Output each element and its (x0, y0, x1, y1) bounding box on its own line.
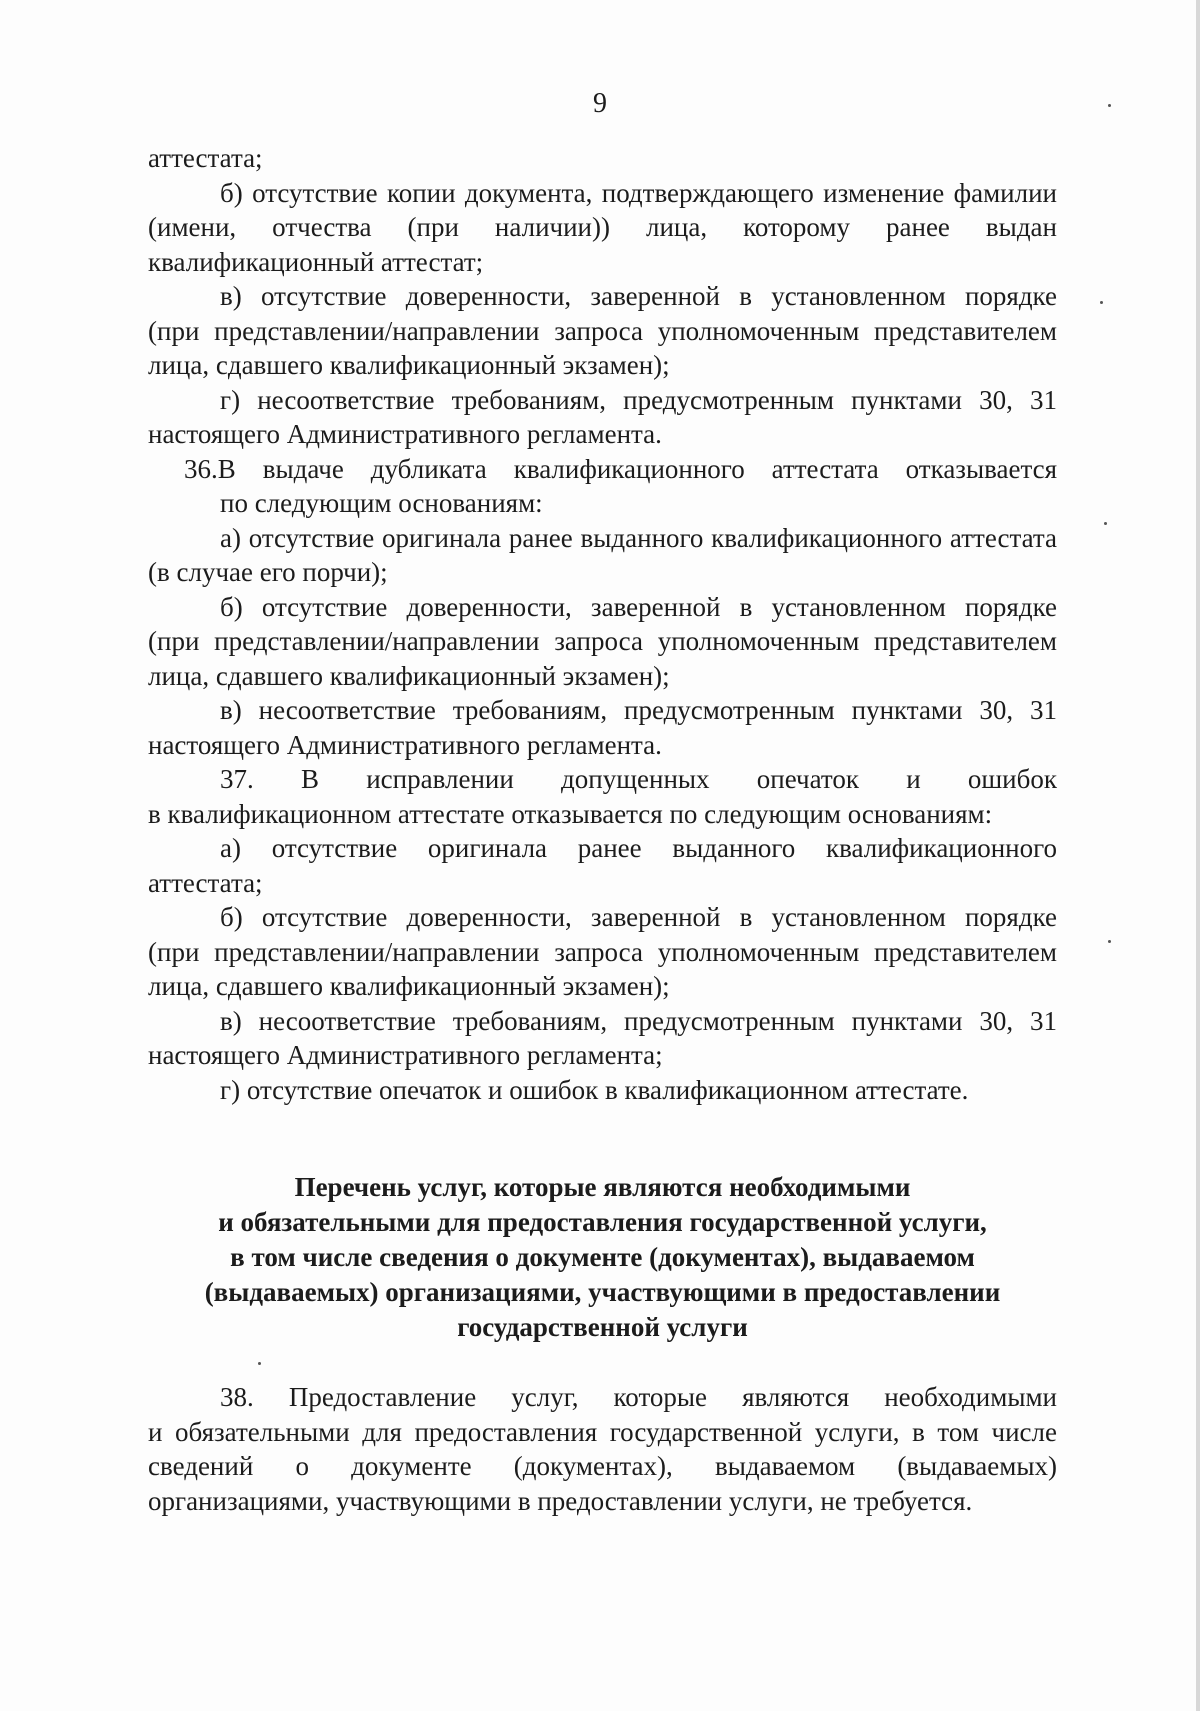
text-line: настоящего Административного регламента. (148, 729, 662, 760)
text-line: 38. Предоставление услуг, которые являются необходимыми (220, 1382, 1057, 1412)
text-line: б) отсутствие доверенности, заверенной в установленном порядке (220, 591, 1057, 622)
text-line: настоящего Административного регламента. (148, 419, 662, 449)
heading-line: Перечень услуг, которые являются необходимыми (294, 1172, 911, 1202)
text-line: по следующим основаниям: (220, 488, 543, 518)
text-line: организациями, участвующими в предоставлении услуги, не требуется. (148, 1485, 973, 1516)
heading-line: в том числе сведения о документе (документах), выдаваемом (230, 1242, 975, 1272)
text-line: в) несоответствие требованиям, предусмотренным пунктами 30, 31 (220, 1005, 1057, 1036)
text-line: в) несоответствие требованиям, предусмотренным пунктами 30, 31 (220, 695, 1057, 725)
text-line: (в случае его порчи); (148, 557, 388, 587)
text-line: (при представлении/направлении запроса уполномоченным представителем (148, 626, 1057, 656)
page-number: 9 (593, 88, 607, 119)
text-line: а) отсутствие оригинала ранее выданного квалификационного аттестата (220, 522, 1057, 553)
heading-line: государственной услуги (457, 1312, 748, 1342)
text-line: г) несоответствие требованиям, предусмотренным пунктами 30, 31 (220, 384, 1057, 415)
text-line: в квалификационном аттестате отказывается по следующим основаниям: (148, 798, 993, 829)
text-line: в) отсутствие доверенности, заверенной в установленном порядке (220, 281, 1057, 311)
text-line: 36.В выдаче дубликата квалификационного аттестата отказывается (184, 453, 1057, 484)
document-body (148, 141, 1057, 1107)
text-line: и обязательными для предоставления государственной услуги, в том числе (148, 1416, 1057, 1447)
text-line: лица, сдавшего квалификационный экзамен); (148, 350, 670, 380)
scan-speck (258, 1362, 261, 1365)
text-line: настоящего Административного регламента; (148, 1040, 663, 1070)
text-line: г) отсутствие опечаток и ошибок в квалификационном аттестате. (220, 1074, 969, 1105)
final-paragraph (148, 1380, 1057, 1518)
section-heading (148, 1170, 1057, 1345)
text-line: квалификационный аттестат; (148, 246, 484, 277)
scan-speck (1108, 940, 1111, 943)
heading-line: и обязательными для предоставления государственной услуги, (218, 1207, 987, 1237)
text-line: а) отсутствие оригинала ранее выданного квалификационного (220, 833, 1057, 863)
text-line: лица, сдавшего квалификационный экзамен); (148, 971, 670, 1001)
text-line: (при представлении/направлении запроса уполномоченным представителем (148, 936, 1057, 967)
text-line: 37. В исправлении допущенных опечаток и ошибок (220, 764, 1057, 794)
text-line: сведений о документе (документах), выдаваемом (выдаваемых) (148, 1451, 1057, 1481)
scan-speck (1100, 301, 1103, 304)
text-line: (имени, отчества (при наличии)) лица, которому ранее выдан (148, 212, 1057, 242)
heading-line: (выдаваемых) организациями, участвующими в предоставлении (204, 1277, 1001, 1307)
scan-edge (1196, 0, 1200, 1711)
text-line: (при представлении/направлении запроса уполномоченным представителем (148, 315, 1057, 346)
text-line: лица, сдавшего квалификационный экзамен); (148, 660, 670, 691)
text-line: аттестата; (148, 143, 263, 173)
scan-speck (1104, 522, 1107, 525)
text-line: б) отсутствие доверенности, заверенной в установленном порядке (220, 902, 1057, 932)
text-line: б) отсутствие копии документа, подтверждающего изменение фамилии (220, 177, 1057, 208)
text-line: аттестата; (148, 867, 263, 898)
